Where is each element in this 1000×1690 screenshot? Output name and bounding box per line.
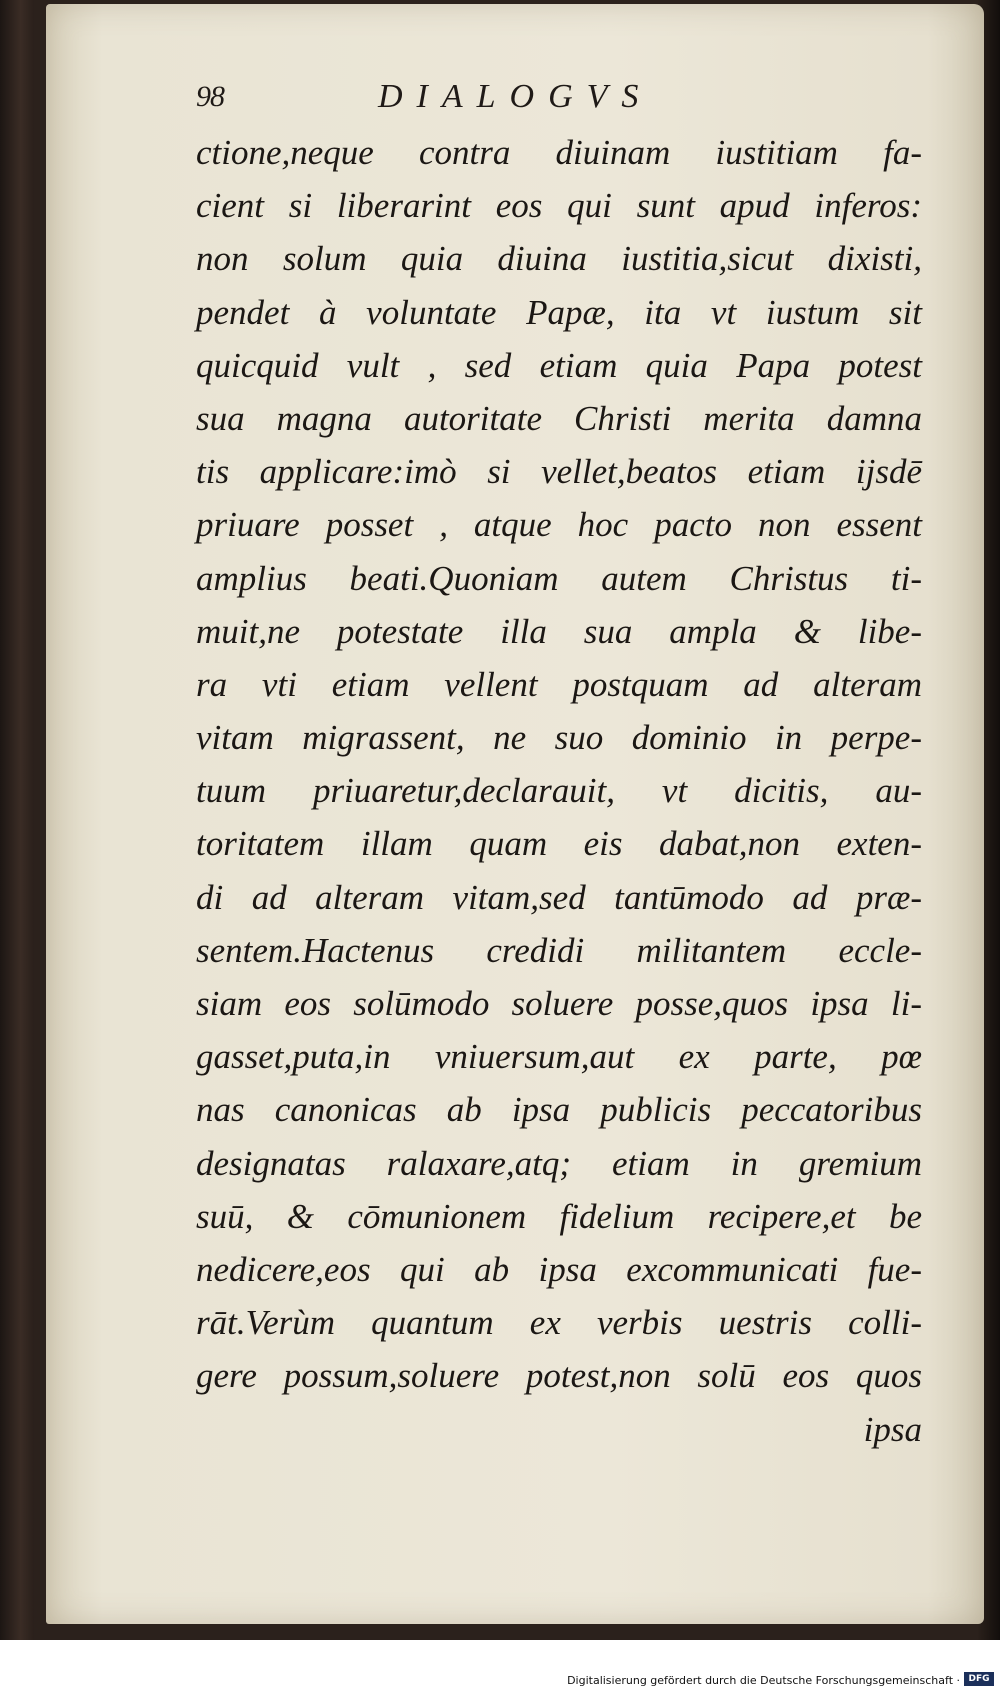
text-line: pendet à voluntate Papæ, ita vt iustum sit bbox=[196, 292, 922, 332]
text-line: ra vti etiam vellent postquam ad alteram bbox=[196, 664, 922, 704]
text-line: non solum quia diuina iustitia,sicut dixisti, bbox=[196, 239, 922, 279]
book-cover-left bbox=[0, 0, 34, 1640]
text-line: toritatem illam quam eis dabat,non exten- bbox=[196, 824, 922, 864]
text-line: rāt.Verùm quantum ex verbis uestris colli- bbox=[196, 1303, 922, 1343]
text-line: siam eos solūmodo soluere posse,quos ipsa li- bbox=[196, 984, 922, 1023]
text-line: quicquid vult , sed etiam quia Papa potest bbox=[196, 345, 922, 385]
page-number: 98 bbox=[196, 80, 224, 113]
text-line: vitam migrassent, ne suo dominio in perpe- bbox=[196, 718, 922, 758]
text-line: amplius beati.Quoniam autem Christus ti- bbox=[196, 558, 922, 598]
running-title: DIALOGVS bbox=[378, 78, 653, 115]
text-line: designatas ralaxare,atq; etiam in gremium bbox=[196, 1143, 922, 1183]
text-line: gere possum,soluere potest,non solū eos quos bbox=[196, 1356, 922, 1396]
text-line: sentem.Hactenus credidi militantem eccle- bbox=[196, 930, 922, 970]
text-line: muit,ne potestate illa sua ampla & libe- bbox=[196, 611, 922, 651]
body-text bbox=[196, 126, 922, 1456]
text-line: cient si liberarint eos qui sunt apud inferos: bbox=[196, 186, 922, 226]
text-line: di ad alteram vitam,sed tantūmodo ad præ- bbox=[196, 877, 922, 917]
text-line: suū, & cōmunionem fidelium recipere,et be bbox=[196, 1196, 922, 1236]
text-line: tis applicare:imò si vellet,beatos etiam ijsdē bbox=[196, 452, 922, 492]
text-line: gasset,puta,in vniuersum,aut ex parte, pœ bbox=[196, 1037, 922, 1077]
text-line: tuum priuaretur,declarauit, vt dicitis, au- bbox=[196, 771, 922, 811]
text-line: ctione,neque contra diuinam iustitiam fa- bbox=[196, 133, 922, 172]
text-line: sua magna autoritate Christi merita damna bbox=[196, 398, 922, 438]
footer-credit: Digitalisierung gefördert durch die Deutsche Forschungsgemeinschaft · bbox=[567, 1674, 960, 1687]
catchword: ipsa bbox=[863, 1409, 922, 1449]
dfg-logo: DFG bbox=[964, 1672, 994, 1686]
page-header bbox=[196, 80, 756, 124]
text-line: nedicere,eos qui ab ipsa excommunicati fue- bbox=[196, 1249, 922, 1289]
text-line: priuare posset , atque hoc pacto non essent bbox=[196, 505, 922, 545]
text-line: nas canonicas ab ipsa publicis peccatoribus bbox=[196, 1090, 922, 1130]
